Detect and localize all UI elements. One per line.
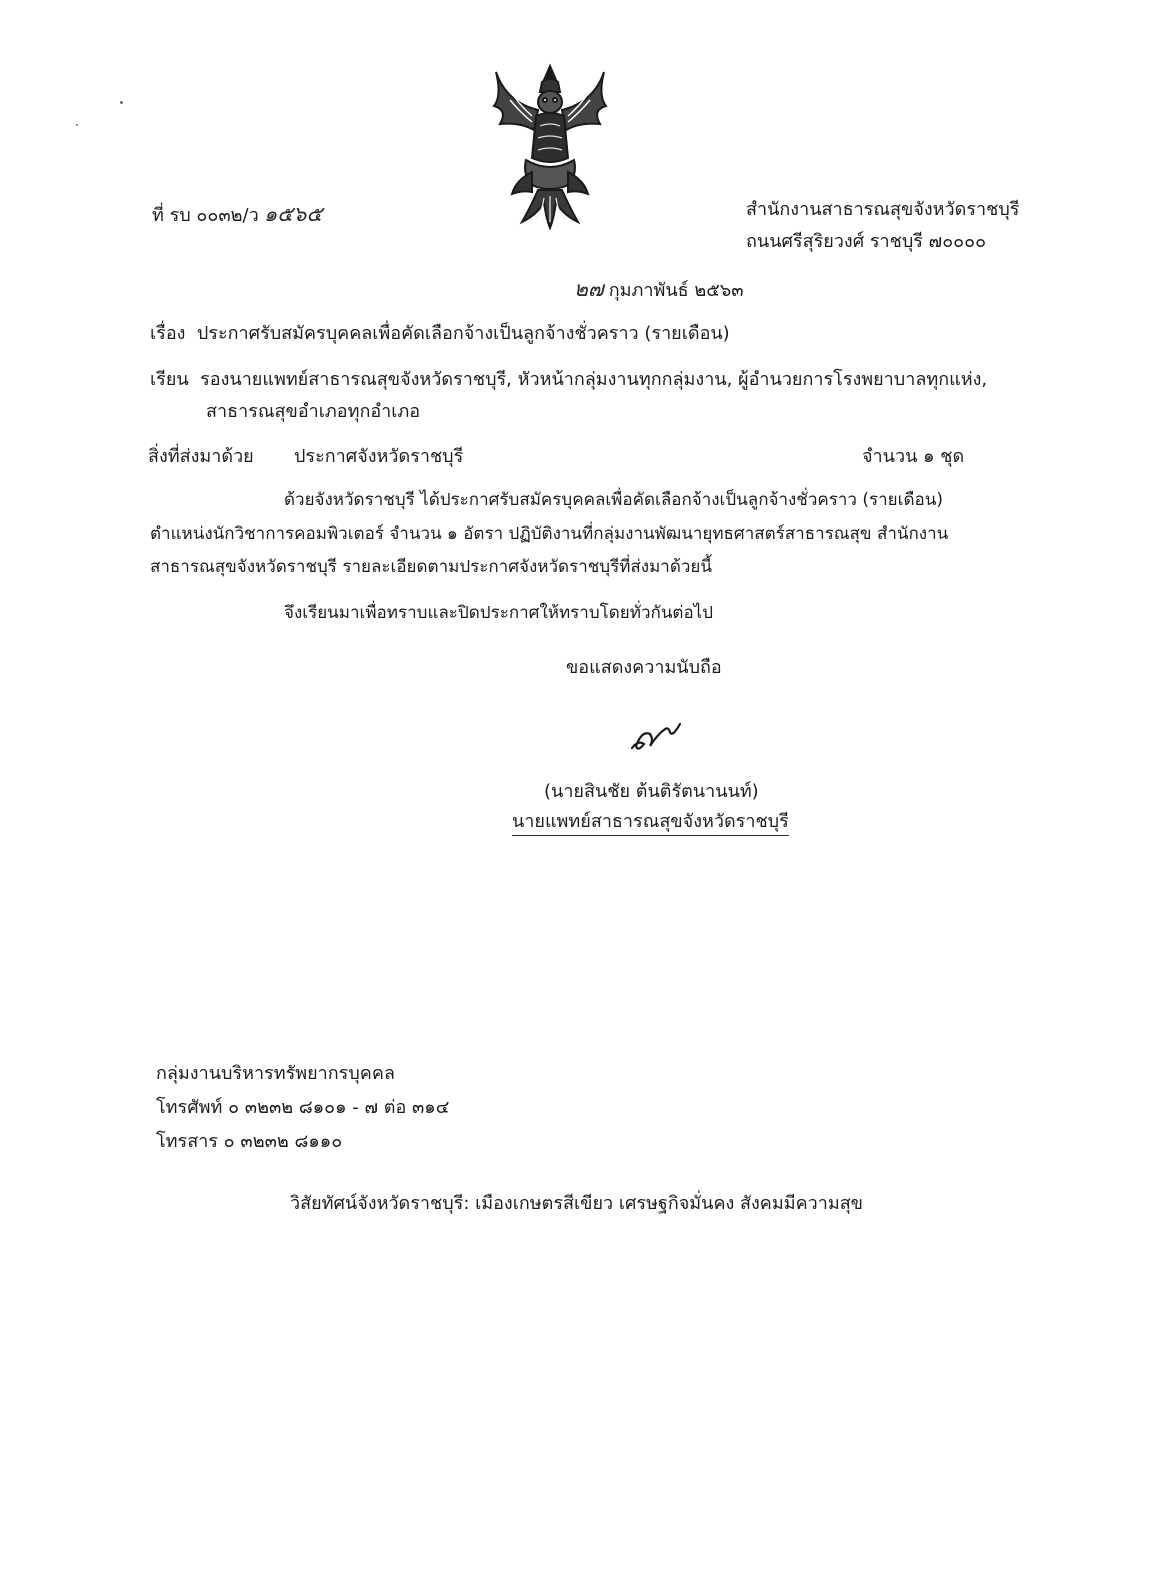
date-day-handwritten: ๒๗ [574, 277, 604, 301]
agency-name: สำนักงานสาธารณสุขจังหวัดราชบุรี [746, 199, 1020, 220]
body-paragraph-2: จึงเรียนมาเพื่อทราบและปิดประกาศให้ทราบโดยทั่วกันต่อไป [284, 603, 714, 623]
enclosure-quantity: จำนวน ๑ ชุด [862, 446, 965, 467]
addressee-line-2: สาธารณสุขอำเภอทุกอำเภอ [206, 401, 421, 422]
contact-department: กลุ่มงานบริหารทรัพยากรบุคคล [156, 1063, 395, 1084]
subject-line [150, 322, 730, 346]
contact-phone: โทรศัพท์ ๐ ๓๒๓๒ ๘๑๐๑ - ๗ ต่อ ๓๑๔ [156, 1097, 450, 1118]
body-paragraph-1-line-2: ตำแหน่งนักวิชาการคอมพิวเตอร์ จำนวน ๑ อัตรา ปฏิบัติงานที่กลุ่มงานพัฒนายุทธศาสตร์สาธารณสุข สำนักงาน [150, 524, 949, 544]
enclosure-label: สิ่งที่ส่งมาด้วย [148, 446, 254, 467]
body-paragraph-1-line-3: สาธารณสุขจังหวัดราชบุรี รายละเอียดตามประกาศจังหวัดราชบุรีที่ส่งมาด้วยนี้ [150, 557, 713, 577]
agency-address: ถนนศรีสุริยวงศ์ ราชบุรี ๗๐๐๐๐ [746, 231, 987, 252]
addressee-line-1 [150, 368, 987, 392]
addressee-text-1: รองนายแพทย์สาธารณสุขจังหวัดราชบุรี, หัวหน้ากลุ่มงานทุกกลุ่มงาน, ผู้อำนวยการโรงพยาบาลทุกแห่ง, [200, 369, 988, 390]
enclosure-item: ประกาศจังหวัดราชบุรี [294, 446, 464, 467]
subject-text: ประกาศรับสมัครบุคคลเพื่อคัดเลือกจ้างเป็นลูกจ้างชั่วคราว (รายเดือน) [196, 323, 730, 344]
contact-fax: โทรสาร ๐ ๓๒๓๒ ๘๑๑๐ [156, 1131, 343, 1152]
addressee-label: เรียน [150, 369, 189, 390]
signatory-position: นายแพทย์สาธารณสุขจังหวัดราชบุรี [512, 810, 789, 836]
document-number-prefix: ที่ รบ ๐๐๓๒/ว [152, 205, 259, 226]
vision-statement: วิสัยทัศน์จังหวัดราชบุรี: เมืองเกษตรสีเขียว เศรษฐกิจมั่นคง สังคมมีความสุข [290, 1193, 863, 1214]
date-month-year: กุมภาพันธ์ ๒๕๖๓ [608, 280, 744, 301]
signatory-name: (นายสินชัย ต้นติรัตนานนท์) [544, 781, 759, 802]
scan-speck [76, 124, 78, 126]
scan-speck [120, 101, 123, 104]
document-number-handwritten: ๑๕๖๕ [263, 202, 323, 226]
document-number [152, 198, 322, 231]
signature-icon [624, 710, 694, 758]
letter-date [574, 273, 744, 306]
body-paragraph-1-line-1: ด้วยจังหวัดราชบุรี ได้ประกาศรับสมัครบุคคลเพื่อคัดเลือกจ้างเป็นลูกจ้างชั่วคราว (รายเดือน) [284, 490, 943, 510]
garuda-emblem-icon [486, 62, 614, 230]
closing-salutation: ขอแสดงความนับถือ [566, 657, 722, 678]
subject-label: เรื่อง [150, 323, 186, 344]
